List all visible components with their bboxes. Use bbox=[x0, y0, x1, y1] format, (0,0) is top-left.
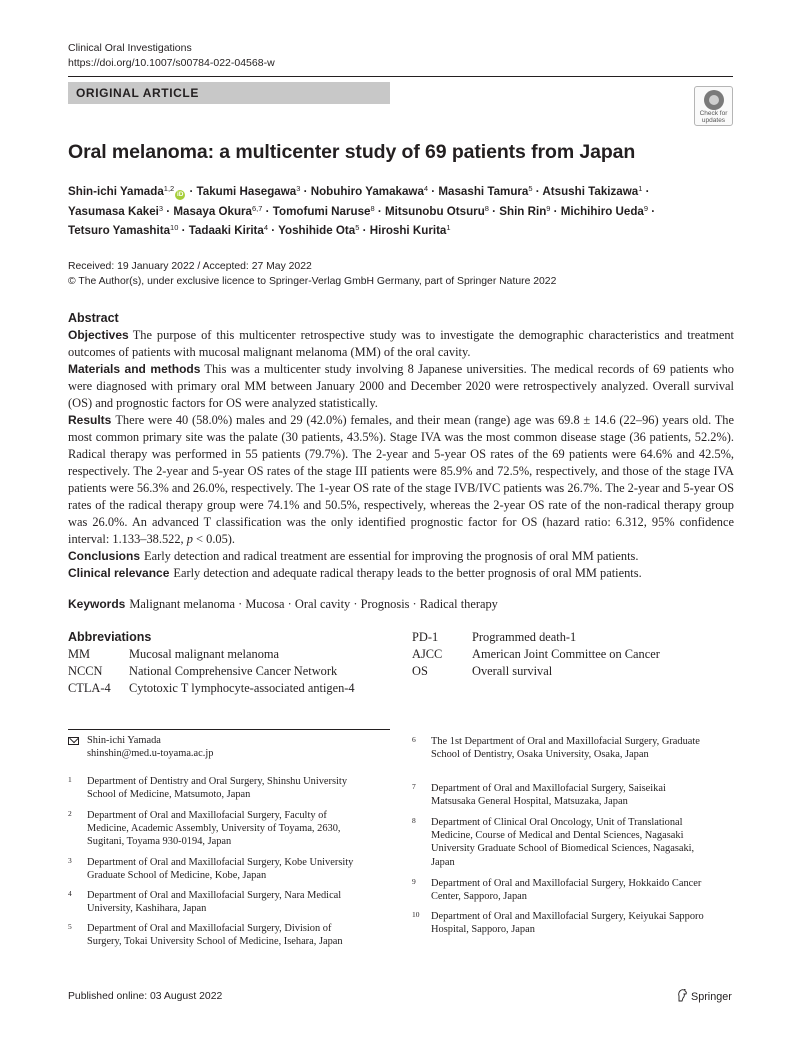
author-separator: · bbox=[642, 185, 650, 198]
affiliation-number: 10 bbox=[412, 910, 420, 919]
author-separator: · bbox=[550, 204, 561, 218]
author-name: Hiroshi Kurita bbox=[369, 224, 447, 237]
author-separator: · bbox=[428, 185, 439, 198]
affiliation-text: The 1st Department of Oral and Maxillofacial Surgery, Graduate School of Dentistry, Osaka University, Osaka, Japan bbox=[431, 736, 700, 761]
abbreviation-row bbox=[412, 646, 660, 663]
abbreviation-row bbox=[412, 629, 660, 646]
author-name: Michihiro Ueda bbox=[560, 204, 644, 218]
results-label: Results bbox=[68, 413, 112, 427]
dates-block bbox=[68, 260, 556, 289]
abstract-results bbox=[68, 412, 734, 548]
abstract-objectives bbox=[68, 327, 734, 361]
author-name: Nobuhiro Yamakawa bbox=[310, 185, 424, 198]
conclusions-text: Early detection and radical treatment are essential for improving the prognosis of oral MM patients. bbox=[144, 549, 639, 563]
author[interactable] bbox=[68, 205, 163, 218]
author-separator: · bbox=[488, 204, 500, 218]
author-affiliation-marker: 1 bbox=[638, 184, 643, 193]
author[interactable] bbox=[189, 224, 268, 237]
check-for-updates-badge[interactable] bbox=[694, 86, 733, 126]
relevance-text: Early detection and adequate radical therapy leads to the better prognosis of oral MM patients. bbox=[173, 566, 642, 580]
author-name: Shin-ichi Yamada bbox=[68, 185, 164, 198]
author[interactable] bbox=[278, 224, 359, 237]
affiliation-text: Department of Dentistry and Oral Surgery, Shinshu University School of Medicine, Matsumoto, Japan bbox=[87, 776, 348, 801]
abbreviation-definition: Programmed death-1 bbox=[472, 630, 577, 644]
affiliation-text: Department of Oral and Maxillofacial Surgery, Keiyukai Sapporo Hospital, Sapporo, Japan bbox=[431, 911, 704, 936]
affiliation-number: 4 bbox=[68, 889, 72, 898]
objectives-text: The purpose of this multicenter retrospective study was to investigate the demographic characteristics and treatment outcomes of patients with mucosal malignant melanoma (MM) of the oral cavity. bbox=[68, 328, 734, 359]
check-updates-line1: Check for bbox=[699, 110, 728, 117]
author-separator: · bbox=[374, 204, 385, 218]
author[interactable] bbox=[68, 224, 178, 237]
abbreviation-term: MM bbox=[68, 647, 91, 661]
affiliation-1 bbox=[68, 775, 368, 801]
author-separator: · bbox=[178, 224, 189, 237]
affiliation-8 bbox=[412, 816, 717, 869]
author-affiliation-marker: 4 bbox=[423, 184, 429, 193]
author-separator: · bbox=[532, 185, 543, 198]
affiliation-4 bbox=[68, 889, 368, 915]
author-affiliation-marker: 10 bbox=[170, 223, 179, 232]
abbreviations-right bbox=[412, 629, 660, 680]
journal-name: Clinical Oral Investigations bbox=[68, 42, 192, 54]
abbreviation-term: AJCC bbox=[412, 647, 443, 661]
abbreviation-row bbox=[412, 663, 660, 680]
abbreviation-definition: Mucosal malignant melanoma bbox=[129, 647, 280, 661]
affiliation-7 bbox=[412, 782, 712, 808]
author-affiliation-marker: 9 bbox=[546, 203, 551, 213]
abbreviation-row bbox=[68, 646, 355, 663]
abbreviation-term: PD-1 bbox=[412, 630, 439, 644]
abstract-relevance bbox=[68, 565, 734, 582]
methods-label: Materials and methods bbox=[68, 362, 201, 376]
author-affiliation-marker: 1 bbox=[446, 223, 451, 232]
author-affiliation-marker: 3 bbox=[296, 184, 301, 193]
affiliation-10 bbox=[412, 910, 712, 936]
author-separator: · bbox=[300, 185, 311, 198]
methods-text: This was a multicenter study involving 8 Japanese universities. The medical records of 69 patients who were diagnosed with primary oral MM between January 2000 and December 2020 were retrospectively analyzed. Overall survival (OS) and prognostic factors for OS were analyzed statistically. bbox=[68, 362, 734, 410]
affiliation-number: 7 bbox=[412, 782, 416, 791]
author-name: Tetsuro Yamashita bbox=[68, 224, 171, 237]
author-affiliation-marker: 5 bbox=[355, 223, 360, 232]
author-name: Takumi Hasegawa bbox=[196, 185, 297, 198]
article-title: Oral melanoma: a multicenter study of 69 patients from Japan bbox=[68, 141, 636, 163]
abbreviation-term: NCCN bbox=[68, 664, 103, 678]
author-separator: · bbox=[648, 204, 656, 218]
author-separator: · bbox=[186, 185, 197, 198]
results-p-symbol: p bbox=[186, 532, 193, 546]
journal-header bbox=[68, 41, 275, 71]
abbreviation-definition: Overall survival bbox=[472, 664, 553, 678]
affiliation-text: Department of Oral and Maxillofacial Surgery, Kobe University Graduate School of Medicine, Kobe, Japan bbox=[87, 857, 354, 882]
author-name: Masashi Tamura bbox=[438, 185, 529, 198]
affiliation-text: Department of Oral and Maxillofacial Surgery, Hokkaido Cancer Center, Sapporo, Japan bbox=[431, 878, 702, 903]
author-name: Yasumasa Kakei bbox=[68, 204, 159, 218]
affiliation-text: Department of Oral and Maxillofacial Surgery, Faculty of Medicine, Academic Assembly, University of Toyama, 2630, Sugitani, Toyama 930-0194, Japan bbox=[87, 810, 341, 848]
results-text-end: < 0.05). bbox=[192, 532, 236, 546]
author-name: Tadaaki Kirita bbox=[188, 224, 264, 237]
abbreviation-definition: Cytotoxic T lymphocyte-associated antigen-4 bbox=[129, 681, 355, 695]
affiliation-3 bbox=[68, 856, 368, 882]
author[interactable] bbox=[438, 185, 532, 198]
affiliation-number: 6 bbox=[412, 735, 416, 744]
footnote-rule bbox=[68, 729, 390, 730]
author-separator: · bbox=[163, 204, 174, 218]
affiliation-2 bbox=[68, 809, 368, 849]
affiliation-number: 5 bbox=[68, 922, 72, 931]
author-name: Tomofumi Naruse bbox=[272, 204, 371, 218]
header-rule bbox=[68, 76, 733, 77]
abbreviation-row bbox=[68, 680, 355, 697]
affiliation-text: Department of Oral and Maxillofacial Surgery, Division of Surgery, Tokai University School of Medicine, Isehara, Japan bbox=[87, 923, 343, 948]
author-affiliation-marker: 5 bbox=[528, 184, 533, 193]
abstract bbox=[68, 310, 734, 582]
author-separator: · bbox=[262, 204, 273, 218]
affiliation-text: Department of Oral and Maxillofacial Surgery, Saiseikai Matsusaka General Hospital, Matsuzaka, Japan bbox=[431, 783, 666, 808]
corresponding-email[interactable]: shinshin@med.u-toyama.ac.jp bbox=[87, 748, 214, 760]
author[interactable] bbox=[173, 205, 262, 218]
author-name: Yoshihide Ota bbox=[278, 224, 356, 237]
abstract-conclusions bbox=[68, 548, 734, 565]
keywords-label: Keywords bbox=[68, 597, 126, 611]
author-name: Shin Rin bbox=[499, 204, 547, 218]
refresh-icon bbox=[704, 90, 724, 110]
copyright: © The Author(s), under exclusive licence to Springer-Verlag GmbH Germany, part of Springer Nature 2022 bbox=[68, 275, 557, 287]
affiliation-text: Department of Clinical Oral Oncology, Unit of Translational Medicine, Course of Medical and Dental Sciences, Nagasaki University Graduate School of Biomedical Sciences, Nagasaki, Japan bbox=[431, 817, 695, 868]
author-name: Atsushi Takizawa bbox=[542, 185, 639, 198]
author[interactable] bbox=[197, 185, 301, 198]
author-affiliation-marker: 9 bbox=[643, 203, 649, 213]
author[interactable] bbox=[68, 185, 186, 198]
results-text: There were 40 (58.0%) males and 29 (42.0%) females, and their mean (range) age was 69.8 ± 14.6 (22–96) years old. The most common primary site was the palate (30 patients, 43.5%). Stage IVA was the most common disease stage (36 patients, 52.2%). Radical therapy was performed in 55 patients (79.7%). The 2-year and 5-year OS rates of the 69 patients were 64.6% and 42.5%, respectively. The 2-year and 5-year OS rates of the stage III patients were 85.9% and 72.5%, respectively, and those of the stage IVA patients were 56.3% and 26.0%, respectively. The 1-year OS rate of the stage IVB/IVC patients was 26.7%. The 2-year and 5-year OS rates of the radical therapy group were 74.1% and 50.5%, respectively, whereas the 2-year OS rate of the non-radical therapy group was 26.0%. An advanced T classification was the only identified prognostic factor for OS (hazard ratio: 6.312, 95% confidence interval: 1.133–38.522, bbox=[68, 413, 734, 546]
abbreviation-term: OS bbox=[412, 664, 428, 678]
abbreviation-term: CTLA-4 bbox=[68, 681, 111, 695]
author[interactable] bbox=[273, 205, 375, 218]
author[interactable] bbox=[499, 205, 550, 218]
affiliation-number: 2 bbox=[68, 809, 72, 818]
author[interactable] bbox=[542, 185, 642, 198]
abbreviation-definition: National Comprehensive Cancer Network bbox=[129, 664, 338, 678]
author-affiliation-marker: 8 bbox=[484, 203, 489, 213]
publisher-name: Springer bbox=[691, 991, 732, 1003]
author-affiliation-marker: 8 bbox=[370, 203, 375, 213]
keywords-text: Malignant melanoma · Mucosa · Oral cavity · Prognosis · Radical therapy bbox=[129, 597, 498, 611]
affiliation-6 bbox=[412, 735, 712, 761]
springer-horse-icon bbox=[676, 989, 688, 1002]
keywords bbox=[68, 596, 734, 613]
author-affiliation-marker: 3 bbox=[158, 203, 164, 213]
article-type-banner: ORIGINAL ARTICLE bbox=[68, 82, 390, 104]
affiliation-number: 8 bbox=[412, 816, 416, 825]
envelope-icon bbox=[68, 737, 79, 745]
author[interactable] bbox=[311, 185, 428, 198]
affiliation-number: 3 bbox=[68, 856, 72, 865]
objectives-label: Objectives bbox=[68, 328, 129, 342]
doi-link[interactable]: https://doi.org/10.1007/s00784-022-04568-w bbox=[68, 57, 275, 69]
abbreviation-definition: American Joint Committee on Cancer bbox=[472, 647, 660, 661]
received-accepted: Received: 19 January 2022 / Accepted: 27 May 2022 bbox=[68, 261, 312, 272]
author-affiliation-marker: 1,2 bbox=[163, 184, 175, 193]
corresponding-name: Shin-ichi Yamada bbox=[87, 735, 161, 746]
abstract-methods bbox=[68, 361, 734, 412]
orcid-icon[interactable]: iD bbox=[176, 191, 184, 198]
author-separator: · bbox=[359, 224, 370, 237]
author-affiliation-marker: 6,7 bbox=[252, 203, 263, 213]
author[interactable] bbox=[370, 224, 451, 237]
abbreviation-row bbox=[68, 663, 355, 680]
affiliation-number: 1 bbox=[68, 775, 72, 784]
author-name: Masaya Okura bbox=[173, 204, 253, 218]
publisher-logo bbox=[676, 989, 732, 1005]
published-online: Published online: 03 August 2022 bbox=[68, 991, 223, 1002]
corresponding-author bbox=[68, 734, 213, 760]
abbreviations-left bbox=[68, 646, 355, 697]
abbreviations-heading: Abbreviations bbox=[68, 630, 152, 644]
affiliation-text: Department of Oral and Maxillofacial Surgery, Nara Medical University, Kashihara, Japan bbox=[87, 890, 342, 915]
affiliation-5 bbox=[68, 922, 368, 948]
author[interactable] bbox=[561, 205, 648, 218]
author-name: Mitsunobu Otsuru bbox=[384, 204, 485, 218]
author-list bbox=[68, 182, 738, 241]
conclusions-label: Conclusions bbox=[68, 549, 141, 563]
check-updates-line2: updates bbox=[701, 117, 726, 124]
author-separator: · bbox=[268, 224, 279, 237]
affiliation-9 bbox=[412, 877, 712, 903]
relevance-label: Clinical relevance bbox=[68, 566, 170, 580]
author[interactable] bbox=[385, 205, 489, 218]
author-affiliation-marker: 4 bbox=[263, 223, 269, 232]
abstract-heading: Abstract bbox=[68, 311, 119, 325]
affiliation-number: 9 bbox=[412, 877, 416, 886]
